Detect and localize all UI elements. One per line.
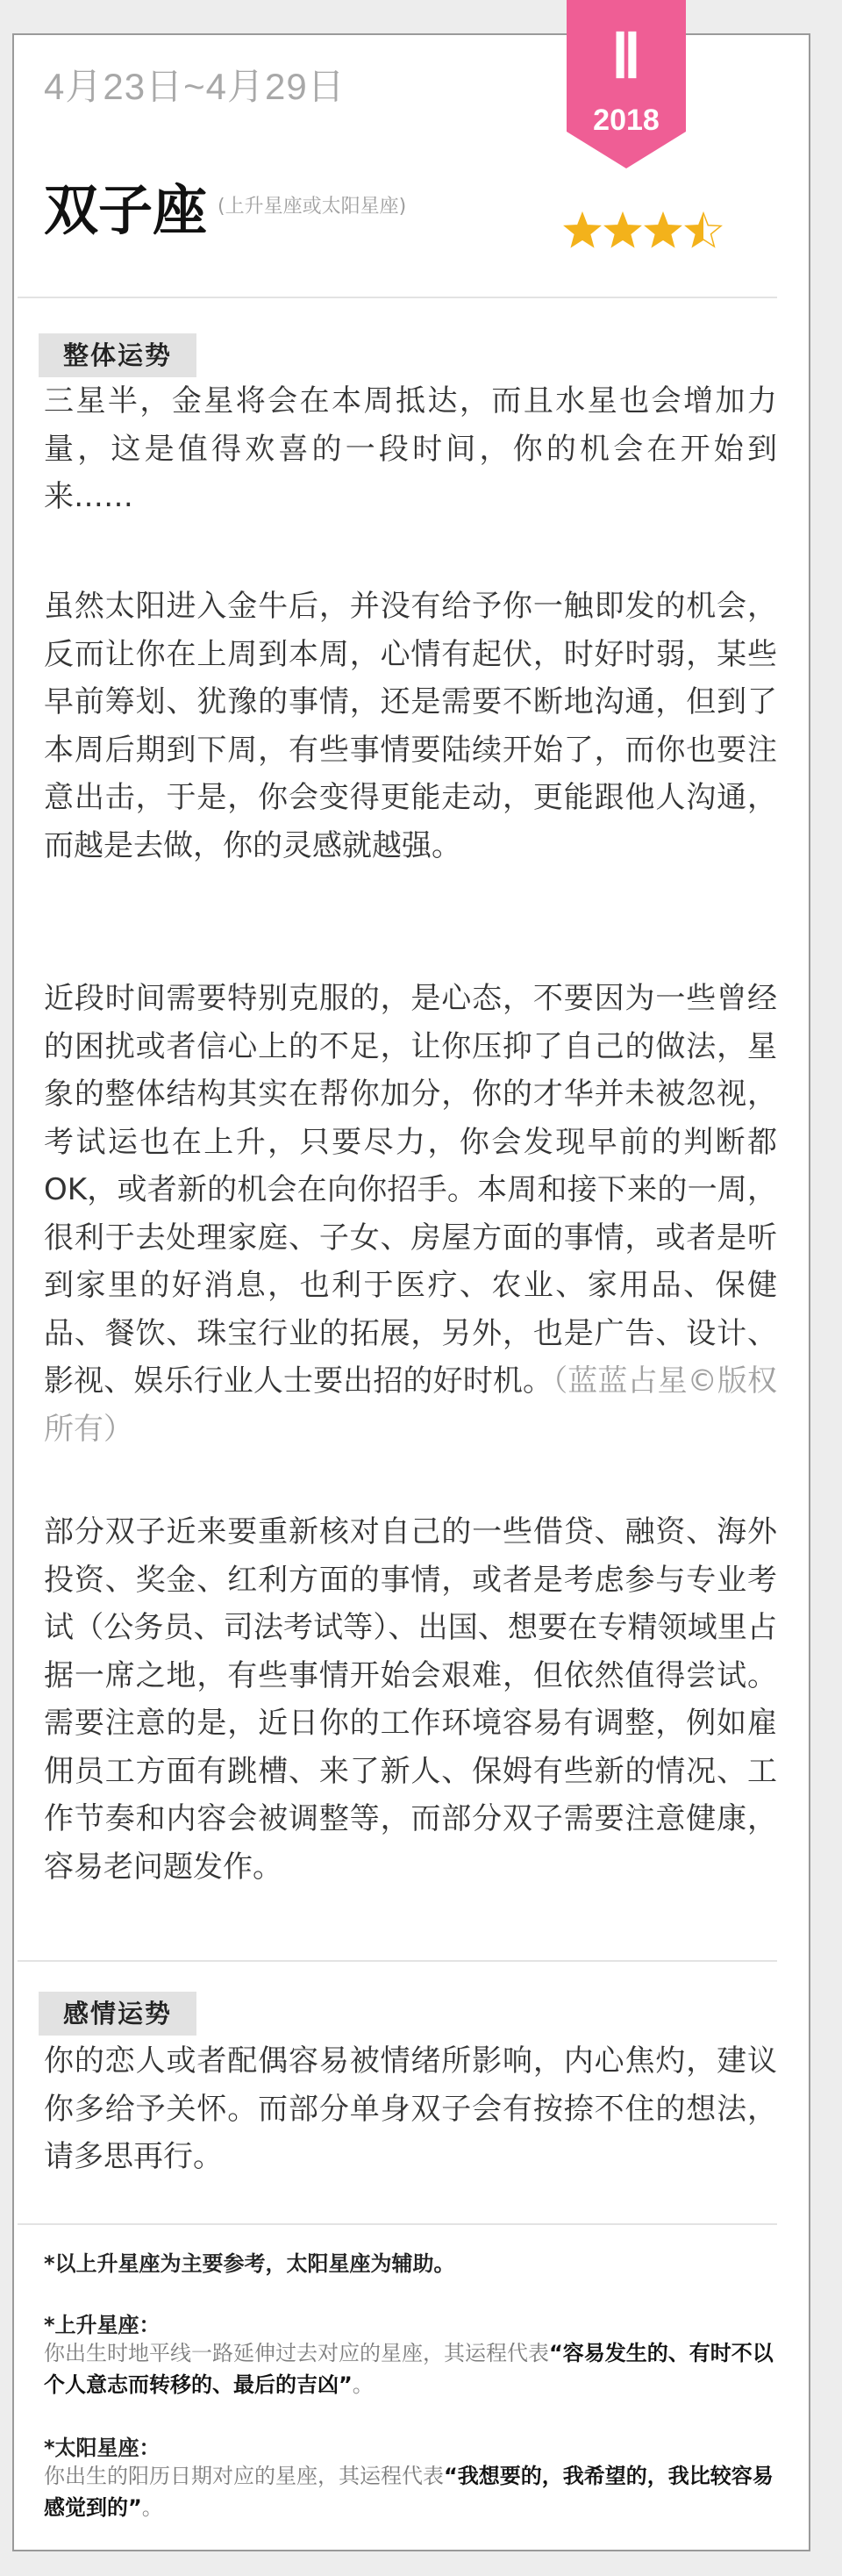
overall-paragraph-2: 虽然太阳进入金牛后，并没有给予你一触即发的机会，反而让你在上周到本周，心情有起伏，时好时弱，某些早前筹划、犹豫的事情，还是需要不断地沟通，但到了本周后期到下周，有些事情要陆续开始了，而你也要注意出击，于是，你会变得更能走动，更能跟他人沟通，而越是去做，你的灵感就越强。 [44,589,777,863]
star-icon [605,213,640,247]
overall-paragraph-1: 三星半，金星将会在本周抵达，而且水星也会增加力量，这是值得欢喜的一段时间，你的机会在开始到来…… [44,383,777,514]
sun-sign-text: 你出生的阳历日期对应的星座，其运程代表 [44,2464,444,2488]
rising-sign-quote: “容易发生的、有时不以个人意志而转移的、最后的吉凶” [44,2341,774,2397]
rising-sign-heading: *上升星座： [44,2313,161,2337]
star-icon [646,213,681,247]
star-icon [565,213,600,247]
section-divider [18,1960,777,1962]
notes-main: *以上升星座为主要参考，太阳星座为辅助。 [44,2251,455,2276]
notes-divider [18,2223,777,2225]
rising-sign-text: 你出生时地平线一路延伸过去对应的星座，其运程代表 [44,2341,549,2365]
sign-title: 双子座 [44,178,208,242]
sun-sign-end: 。 [141,2495,163,2520]
star-rating [563,209,730,253]
badge-year: 2018 [593,104,660,137]
date-range: 4月23日~4月29日 [44,66,346,107]
overall-paragraph-3 [44,975,777,1453]
star-icon [686,213,721,247]
copyright-credit: （蓝蓝占星©版权所有） [44,1363,777,1447]
sun-sign-description [44,2460,777,2523]
overall-section-label: 整体运势 [39,333,196,377]
gemini-year-badge [567,0,686,168]
rising-sign-description [44,2337,777,2401]
overall-paragraph-3-text: 近段时间需要特别克服的，是心态，不要因为一些曾经的困扰或者信心上的不足，让你压抑了自己的做法，星象的整体结构其实在帮你加分，你的才华并未被忽视，考试运也在上升，只要尽力，你会发现早前的判断都OK，或者新的机会在向你招手。本周和接下来的一周，很利于去处理家庭、子女、房屋方面的事情，或者是听到家里的好消息，也利于医疗、农业、家用品、保健品、餐饮、珠宝行业的拓展，另外，也是广告、设计、影视、娱乐行业人士要出招的好时机。 [44,981,777,1399]
rising-sign-end: 。 [352,2372,374,2397]
love-section-label: 感情运势 [39,1992,196,2036]
sun-sign-quote: “我想要的，我希望的，我比较容易感觉到的” [44,2464,774,2520]
love-paragraph: 你的恋人或者配偶容易被情绪所影响，内心焦灼，建议你多给予关怀。而部分单身双子会有按捺不住的想法，请多思再行。 [44,2043,777,2174]
gemini-symbol-icon: Ⅱ [610,24,642,91]
sign-subtitle: (上升星座或太阳星座) [218,196,407,218]
overall-paragraph-4: 部分双子近来要重新核对自己的一些借贷、融资、海外投资、奖金、红利方面的事情，或者是考虑参与专业考试（公务员、司法考试等）、出国、想要在专精领域里占据一席之地，有些事情开始会艰难，但依然值得尝试。需要注意的是，近日你的工作环境容易有调整，例如雇佣员工方面有跳槽、来了新人、保姆有些新的情况、工作节奏和内容会被调整等，而部分双子需要注意健康，容易老问题发作。 [44,1514,777,1885]
header-divider [18,297,777,298]
sun-sign-heading: *太阳星座： [44,2436,161,2460]
